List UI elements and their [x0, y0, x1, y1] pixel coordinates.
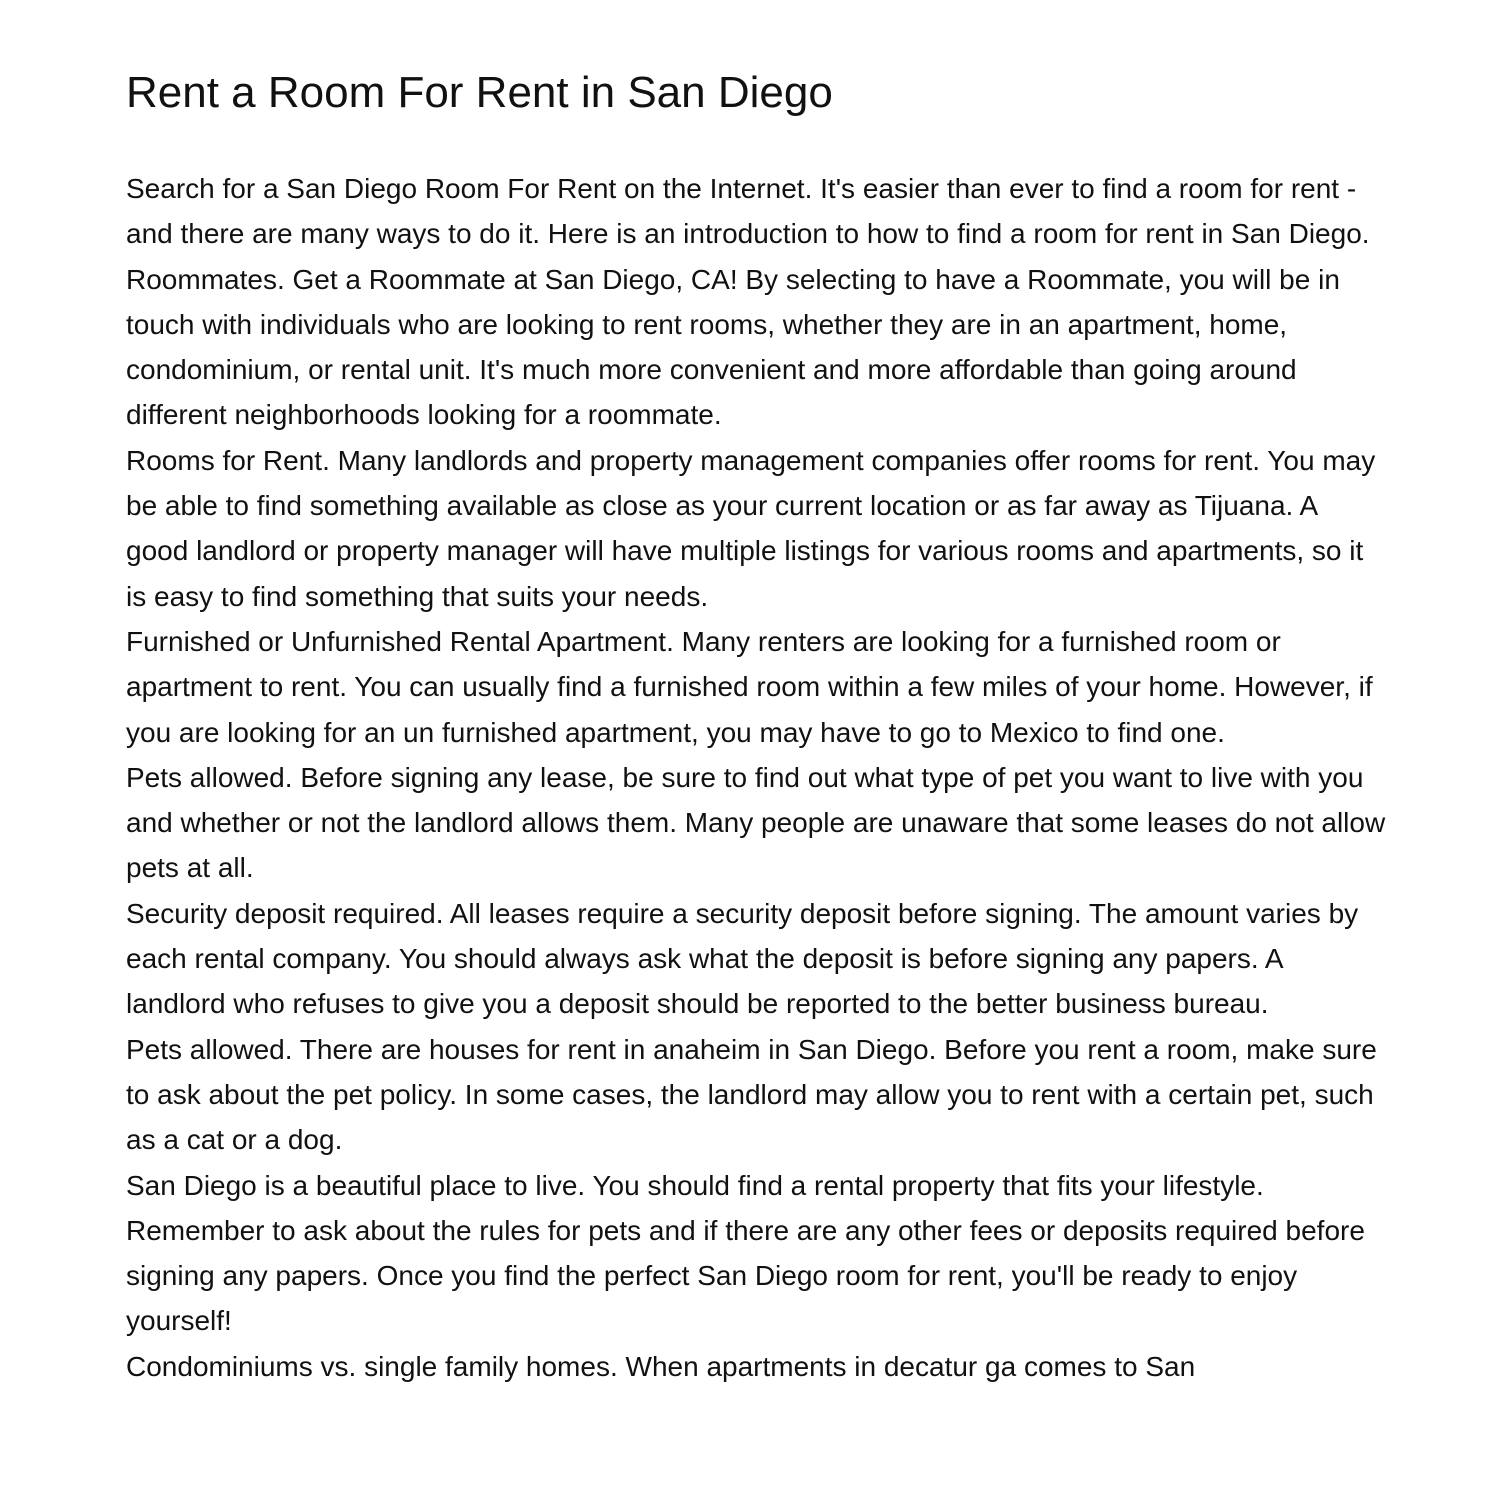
paragraph-furnished: Furnished or Unfurnished Rental Apartment. Many renters are looking for a furnished room or apartment to rent. You can usually find a furnished room within a few miles of your home. However, if you are looking for an un furnished apartment, you may have to go to Mexico to find one.: [126, 625, 1373, 748]
paragraph-intro: Search for a San Diego Room For Rent on the Internet. It's easier than ever to find a room for rent - and there are many ways to do it. Here is an introduction to how to find a room for rent in San Diego.: [126, 173, 1370, 250]
paragraph-condominiums: Condominiums vs. single family homes. When apartments in decatur ga comes to San: [126, 1350, 1196, 1382]
document-page: [126, 0, 1386, 1500]
paragraph-pets-allowed: Pets allowed. Before signing any lease, be sure to find out what type of pet you want to live with you and whether or not the landlord allows them. Many people are unaware that some leases do not allow pets at all.: [126, 761, 1386, 884]
paragraph-pets-policy: Pets allowed. There are houses for rent in anaheim in San Diego. Before you rent a room, make sure to ask about the pet policy. In some cases, the landlord may allow you to rent with a certain pet, such as a cat or a dog.: [126, 1033, 1377, 1156]
paragraph-rooms-for-rent: Rooms for Rent. Many landlords and property management companies offer rooms for rent. You may be able to find something available as close as your current location or as far away as Tijuana. A good landlord or property manager will have multiple listings for various rooms and apartments, so it is easy to find something that suits your needs.: [126, 444, 1376, 612]
paragraph-roommates: Roommates. Get a Roommate at San Diego, CA! By selecting to have a Roommate, you will be in touch with individuals who are looking to rent rooms, whether they are in an apartment, home, condominium, or rental unit. It's much more convenient and more affordable than going around different neighborhoods looking for a roommate.: [126, 263, 1340, 431]
paragraph-security-deposit: Security deposit required. All leases require a security deposit before signing. The amount varies by each rental company. You should always ask what the deposit is before signing any papers. A landlord who refuses to give you a deposit should be reported to the better business bureau.: [126, 897, 1359, 1020]
document-title: Rent a Room For Rent in San Diego: [126, 68, 833, 117]
document-body: [126, 166, 1386, 1389]
paragraph-conclusion: San Diego is a beautiful place to live. You should find a rental property that fits your lifestyle. Remember to ask about the rules for pets and if there are any other fees or deposits required before signing any papers. Once you find the perfect San Diego room for rent, you'll be ready to enjoy yourself!: [126, 1169, 1365, 1337]
